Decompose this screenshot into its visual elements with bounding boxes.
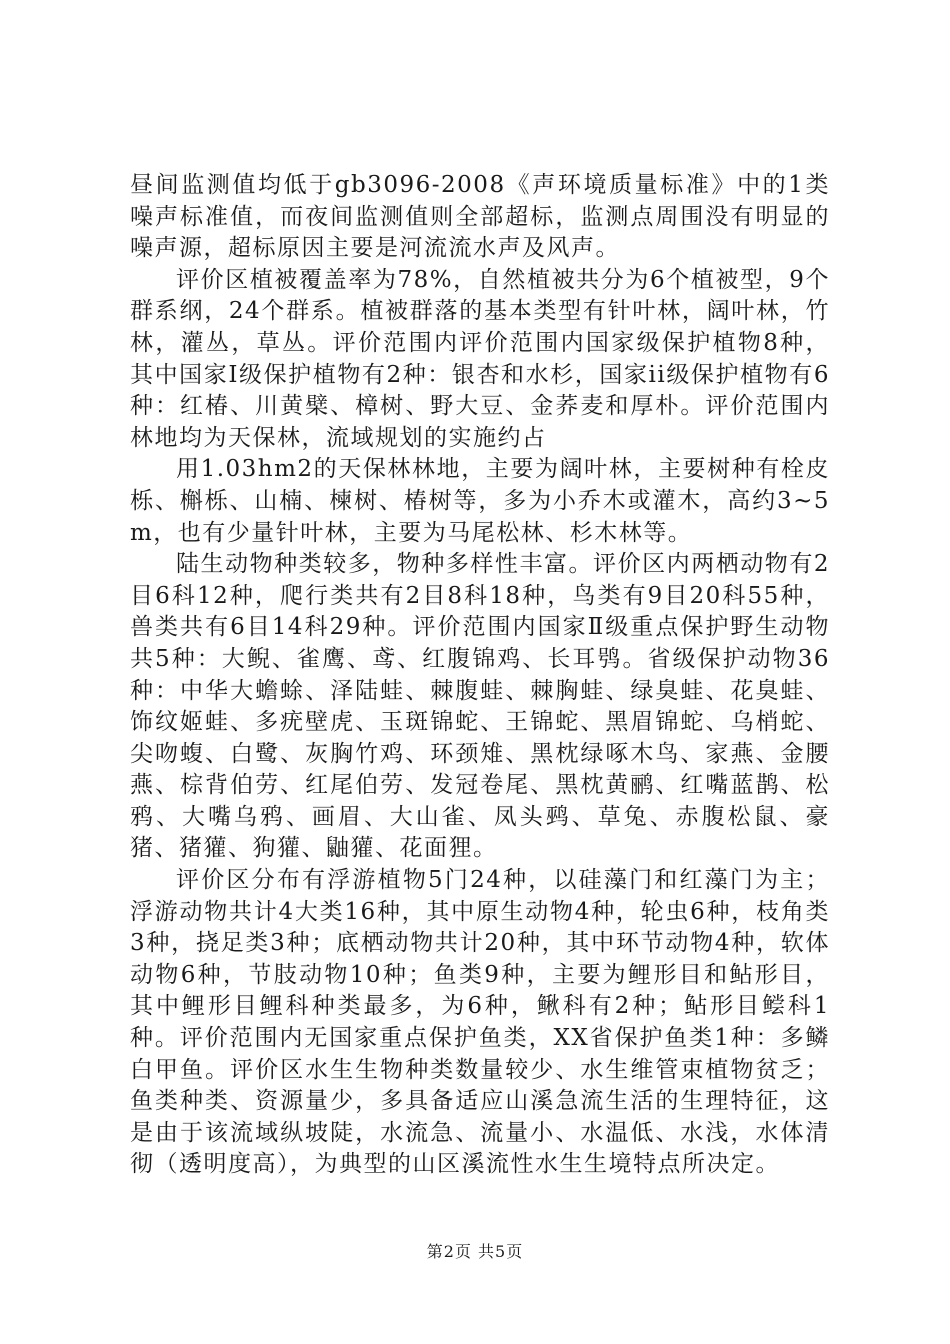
page-number-footer: 第2页 共5页 — [426, 1242, 524, 1261]
paragraph: 评价区分布有浮游植物5门24种，以硅藻门和红藻门为主；浮游动物共计4大类16种，其中原生动物4种，轮虫6种，枝角类3种，挠足类3种；底栖动物共计20种，其中环节动物4种，软体动物6种，节肢动物10种；鱼类9种，主要为鲤形目和鲇形目，其中鲤形目鲤科种类最多，为6种，鳅科有2种；鲇形目鲿科1种。评价范围内无国家重点保护鱼类，XX省保护鱼类1种：多鳞白甲鱼。评价区水生生物种类数量较少、水生维管束植物贫乏；鱼类种类、资源量少，多具备适应山溪急流生活的生理特征，这是由于该流域纵坡陡，水流急、流量小、水温低、水浅，水体清彻（透明度高），为典型的山区溪流性水生生境特点所决定。 — [130, 867, 830, 1178]
document-body — [130, 170, 830, 1181]
paragraph: 昼间监测值均低于gb3096-2008《声环境质量标准》中的1类噪声标准值，而夜间监测值则全部超标，监测点周围没有明显的噪声源，超标原因主要是河流流水声及风声。 — [130, 172, 830, 262]
paragraph: 用1.03hm2的天保林林地，主要为阔叶林，主要树种有栓皮栎、槲栎、山楠、楝树、椿树等，多为小乔木或灌木，高约3~5m，也有少量针叶林，主要为马尾松林、杉木林等。 — [130, 456, 830, 546]
paragraph: 评价区植被覆盖率为78%，自然植被共分为6个植被型，9个群系纲，24个群系。植被群落的基本类型有针叶林，阔叶林，竹林，灌丛，草丛。评价范围内评价范围内国家级保护植物8种，其中国家Ⅰ级保护植物有2种：银杏和水杉，国家ii级保护植物有6种：红椿、川黄檗、樟树、野大豆、金荞麦和厚朴。评价范围内林地均为天保林，流域规划的实施约占 — [130, 266, 830, 451]
paragraph: 陆生动物种类较多，物种多样性丰富。评价区内两栖动物有2目6科12种，爬行类共有2目8科18种，鸟类有9目20科55种，兽类共有6目14科29种。评价范围内国家Ⅱ级重点保护野生动物共5种：大鲵、雀鹰、鸢、红腹锦鸡、长耳鸮。省级保护动物36种：中华大蟾蜍、泽陆蛙、棘腹蛙、棘胸蛙、绿臭蛙、花臭蛙、饰纹姬蛙、多疣壁虎、玉斑锦蛇、王锦蛇、黑眉锦蛇、乌梢蛇、尖吻蝮、白鹭、灰胸竹鸡、环颈雉、黑枕绿啄木鸟、家燕、金腰燕、棕背伯劳、红尾伯劳、发冠卷尾、黑枕黄鹂、红嘴蓝鹊、松鸦、大嘴乌鸦、画眉、大山雀、凤头鹀、草兔、赤腹松鼠、豪猪、猪獾、狗獾、鼬獾、花面狸。 — [130, 551, 830, 862]
